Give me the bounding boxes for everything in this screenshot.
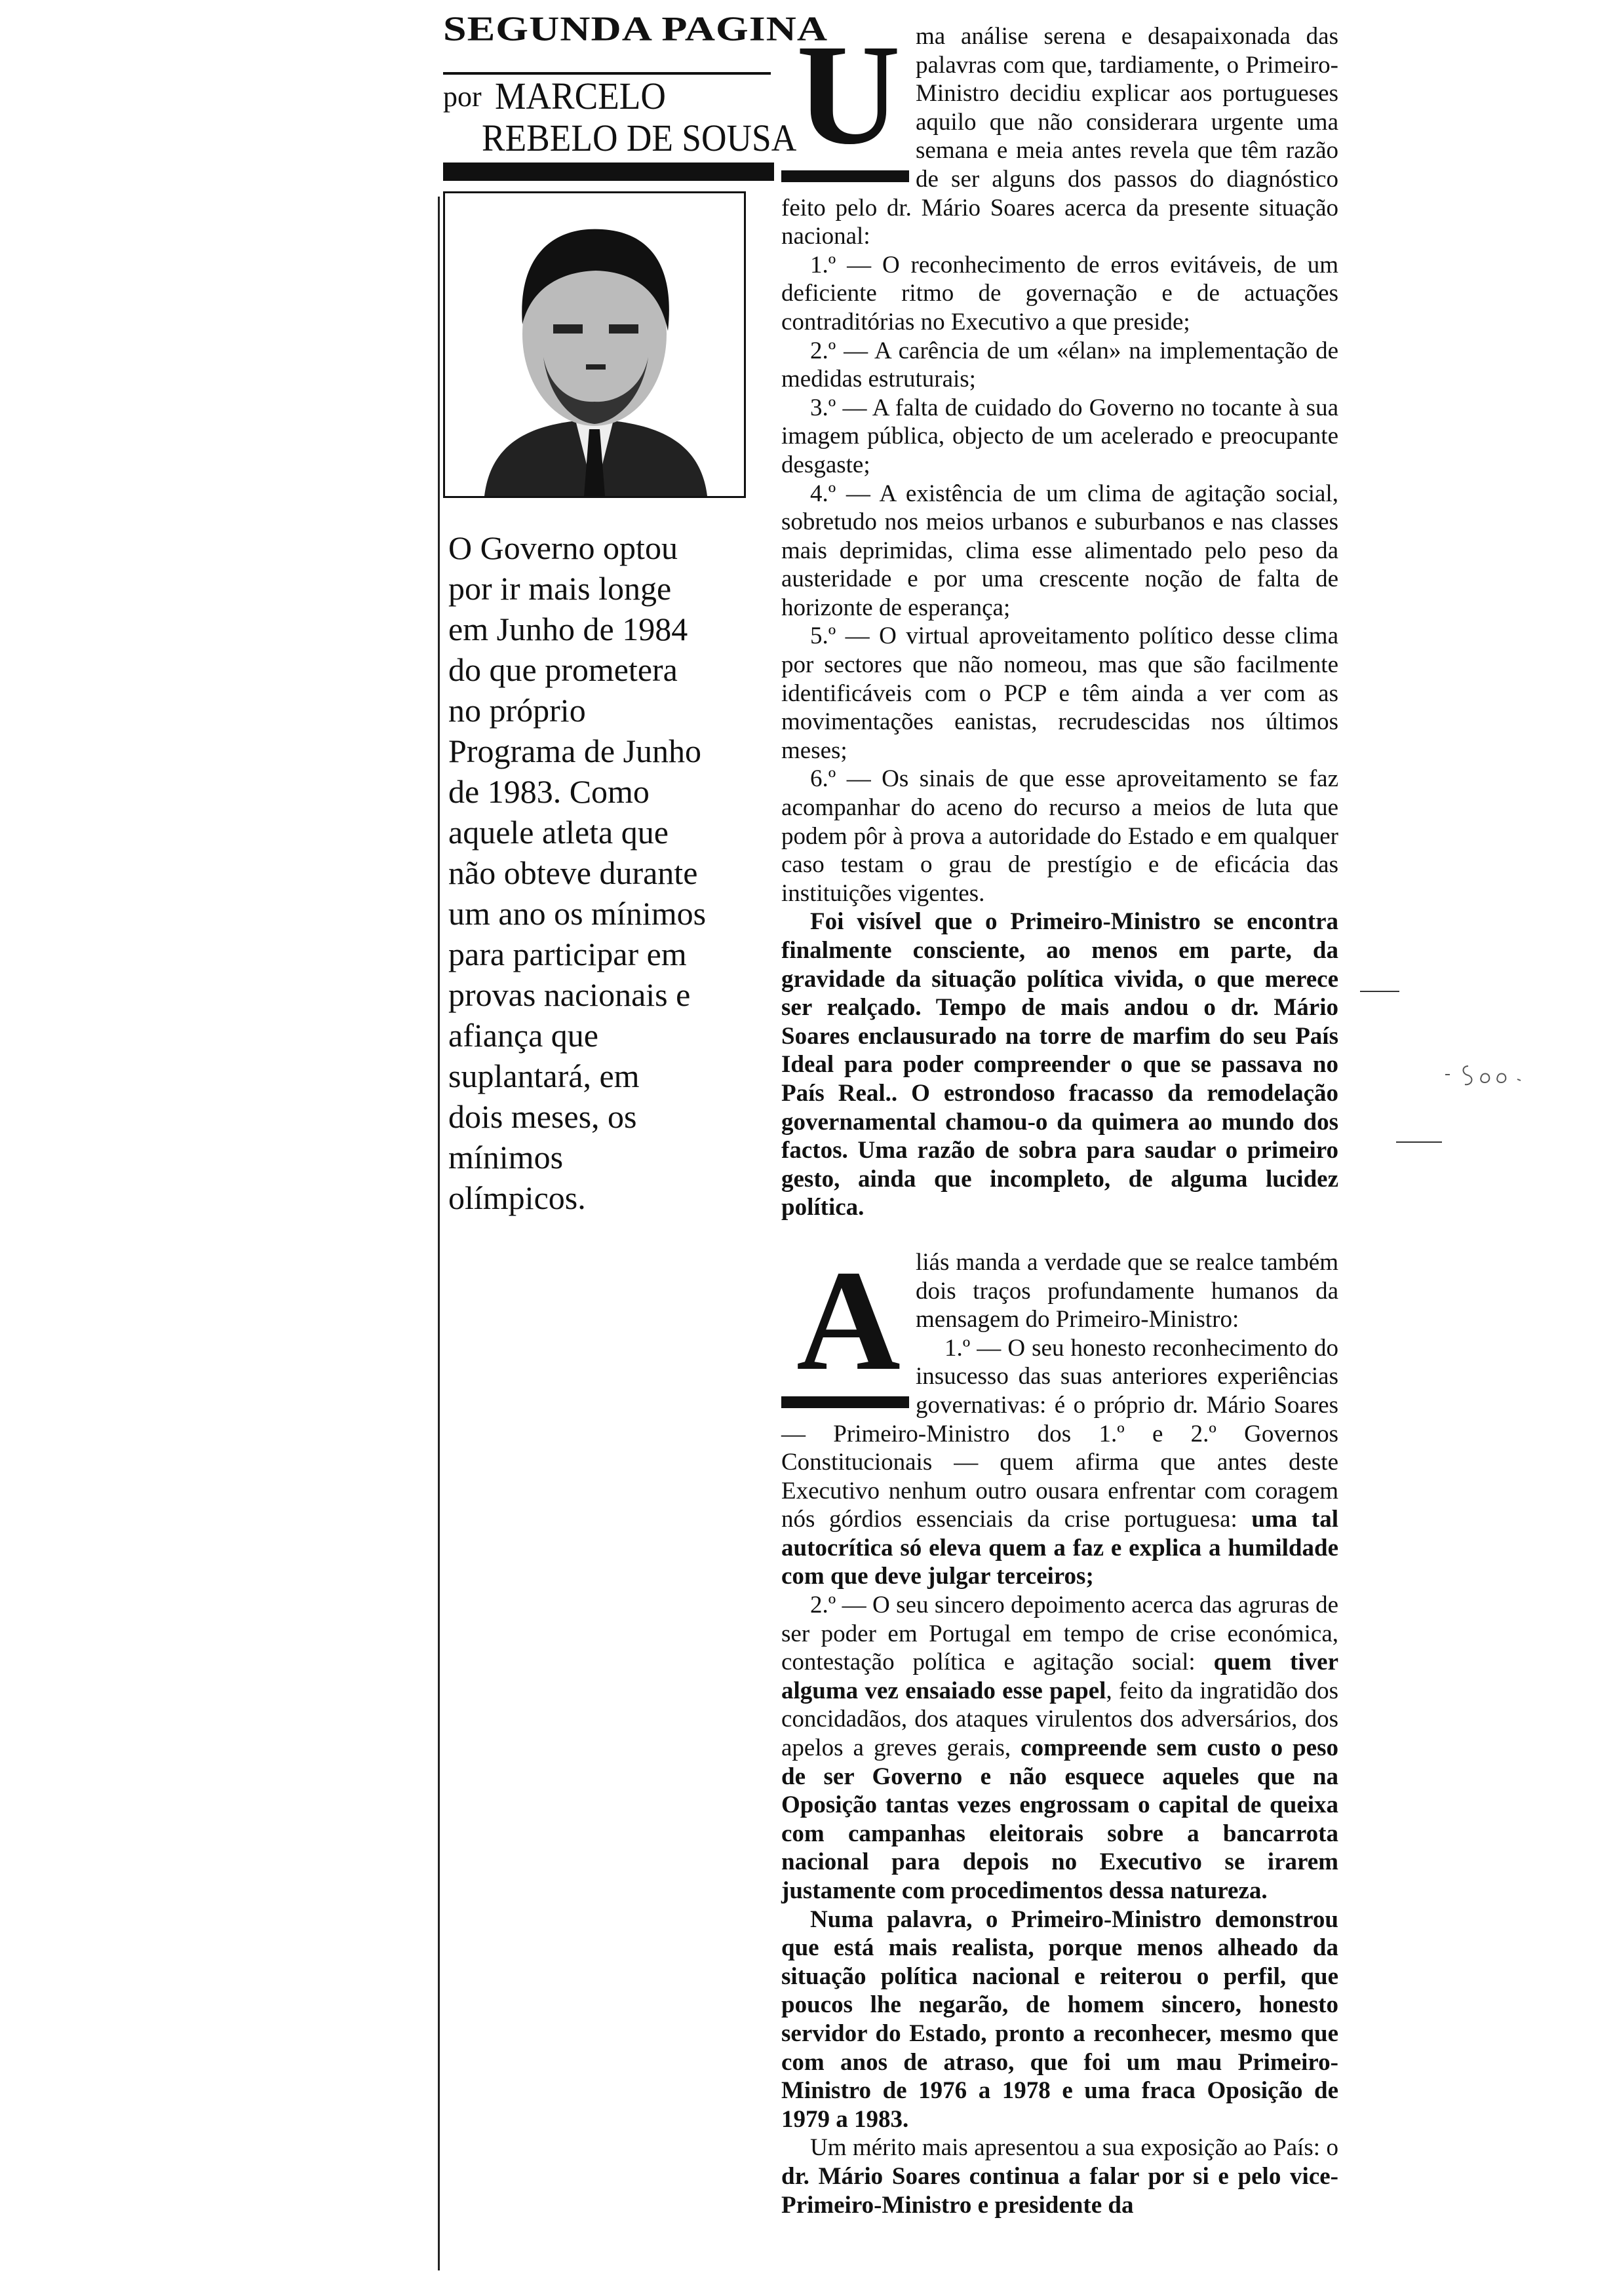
- pull-quote-line: do que prometera: [448, 651, 678, 688]
- column-rule: [438, 197, 440, 2270]
- author-photo: [443, 191, 746, 498]
- margin-mark: [1396, 1141, 1442, 1143]
- author-name-line2: REBELO DE SOUSA: [482, 117, 797, 159]
- article-paragraph: [781, 1905, 1338, 2134]
- article-paragraph: [781, 1248, 1338, 1392]
- article-paragraph: [781, 622, 1338, 765]
- pull-quote-line: mínimos: [448, 1139, 564, 1176]
- article-paragraph: [781, 394, 1338, 480]
- pull-quote-line: suplantará, em: [448, 1058, 640, 1094]
- article-paragraph: [781, 765, 1338, 908]
- text: , feito da ingratidão dos concidadãos, dos ataques virulentos dos adversários, dos apelos a greves gerais,: [781, 1677, 1338, 1762]
- article-body: [781, 22, 1338, 2219]
- text: 5.º — O virtual aproveitamento político desse clima por sectores que não nomeou, mas que são facilmente identificáveis com o PCP e têm ainda a ver com as movimentações eanistas, recrudescidas nos últimos meses;: [781, 622, 1338, 764]
- pull-quote-line: não obteve durante: [448, 854, 698, 891]
- byline-prefix: por: [443, 81, 482, 113]
- pull-quote-line: O Governo optou: [448, 529, 678, 566]
- article-paragraph: [781, 2133, 1338, 2219]
- text: 2.º — O seu sincero depoimento acerca das agruras de ser poder em Portugal em tempo de crise económica, contestação política e agitação social:: [781, 1592, 1338, 1676]
- author-name-line1: MARCELO: [495, 75, 666, 117]
- pull-quote-line: olímpicos.: [448, 1179, 586, 1216]
- article-paragraph: [781, 251, 1338, 337]
- pull-quote-line: provas nacionais e: [448, 976, 691, 1013]
- text: Um mérito mais apresentou a sua exposição ao País: o: [810, 2134, 1338, 2162]
- drop-cap-letter: U: [796, 22, 901, 166]
- drop-cap-bar: [781, 170, 909, 182]
- text: 2.º — A carência de um «élan» na implementação de medidas estruturais;: [781, 337, 1338, 393]
- drop-cap-bar: [781, 1396, 909, 1408]
- pull-quote-line: por ir mais longe: [448, 570, 672, 607]
- bold-text: compreende sem custo o peso de ser Governo e não esquece aqueles que na Oposição tantas vezes engrossam o capital de queixa com campanhas eleitorais sobre a bancarrota nacional para depois no Executivo se irarem justamente com procedimentos dessa natureza.: [781, 1734, 1338, 1904]
- pull-quote-line: dois meses, os: [448, 1098, 637, 1135]
- article-paragraph: [781, 22, 1338, 251]
- header-bar: [443, 163, 774, 181]
- section-title: SEGUNDA PAGINA: [443, 9, 828, 48]
- handwritten-scribble: [1442, 1058, 1534, 1091]
- bold-text: quem tiver alguma vez ensaiado esse papel: [781, 1649, 1338, 1704]
- text: 3.º — A falta de cuidado do Governo no tocante à sua imagem pública, objecto de um acelerado e preocupante desgaste;: [781, 394, 1338, 478]
- text: liás manda a verdade que se realce também dois traços profundamente humanos da mensagem do Primeiro-Ministro:: [916, 1248, 1338, 1333]
- bold-text: uma tal autocrítica só eleva quem a faz e explica a humildade com que deve julgar terceiros;: [781, 1506, 1338, 1590]
- pull-quote-line: Programa de Junho: [448, 733, 702, 769]
- text: ma análise serena e desapaixonada das palavras com que, tardiamente, o Primeiro-Ministro decidiu explicar aos portugueses aquilo que não considerara urgente uma semana e meia antes revela que têm razão de ser alguns dos passos do diagnóstico feito pelo dr. Mário Soares acerca da presente situação nacional:: [781, 23, 1338, 250]
- text: 1.º — O reconhecimento de erros evitáveis, de um deficiente ritmo de governação e de actuações contraditórias no Executivo a que preside;: [781, 251, 1338, 335]
- pull-quote-line: de 1983. Como: [448, 773, 650, 810]
- pull-quote-line: um ano os mínimos: [448, 895, 707, 932]
- pull-quote-line: afiança que: [448, 1017, 599, 1054]
- text: 4.º — A existência de um clima de agitação social, sobretudo nos meios urbanos e suburbanos e nas classes mais deprimidas, clima esse alimentado pelo peso da austeridade e por uma crescente noção de falta de horizonte de esperança;: [781, 480, 1338, 621]
- article-paragraph: [781, 908, 1338, 1222]
- pull-quote-line: para participar em: [448, 936, 687, 972]
- bold-text: Numa palavra, o Primeiro-Ministro demonstrou que está mais realista, porque menos alheado da situação política nacional e reiterou o perfil, que poucos lhe negarão, de homem sincero, honesto servidor do Estado, pronto a reconhecer, mesmo que com anos de atraso, que foi um mau Primeiro-Ministro de 1976 a 1978 e uma fraca Oposição de 1979 a 1983.: [781, 1905, 1338, 2133]
- text: 1.º — O seu honesto reconhecimento do insucesso das suas anteriores experiências governativas: é o próprio dr. Mário Soares — Primeiro-Ministro dos 1.º e 2.º Governos Constitucionais — quem afirma que antes deste Executivo nenhum outro ousara enfrentar com coragem nós górdios essenciais da crise portuguesa:: [781, 1334, 1338, 1533]
- article-paragraph: [781, 1591, 1338, 1905]
- pull-quote-line: aquele atleta que: [448, 814, 669, 851]
- portrait-image: [445, 193, 744, 496]
- drop-cap: [781, 22, 916, 186]
- bold-text: Foi visível que o Primeiro-Ministro se encontra finalmente consciente, ao menos em parte, da gravidade da situação política vivida, o que merece ser realçado. Tempo de mais andou o dr. Mário Soares enclausurado na torre de marfim do seu País Ideal para poder compreender o que se passava no País Real.. O estrondoso fracasso da remodelação governamental chamou-o da quimera ao mundo dos factos. Uma razão de sobra para saudar o primeiro gesto, ainda que incompleto, de alguma lucidez política.: [781, 908, 1338, 1221]
- article-paragraph: [781, 337, 1338, 394]
- pull-quote-line: em Junho de 1984: [448, 611, 688, 647]
- text: 6.º — Os sinais de que esse aproveitamento se faz acompanhar do aceno do recurso a meios de luta que podem pôr à prova a autoridade do Estado e em qualquer caso testam o grau de prestígio e de eficácia das instituições vigentes.: [781, 765, 1338, 907]
- pull-quote-line: no próprio: [448, 692, 586, 729]
- drop-cap-letter: A: [796, 1248, 901, 1392]
- margin-mark: [1360, 991, 1399, 992]
- pull-quote: [448, 527, 756, 1218]
- article-paragraph: [781, 480, 1338, 622]
- bold-text: dr. Mário Soares continua a falar por si e pelo vice-Primeiro-Ministro e presidente da: [781, 2162, 1338, 2219]
- drop-cap: [781, 1248, 916, 1412]
